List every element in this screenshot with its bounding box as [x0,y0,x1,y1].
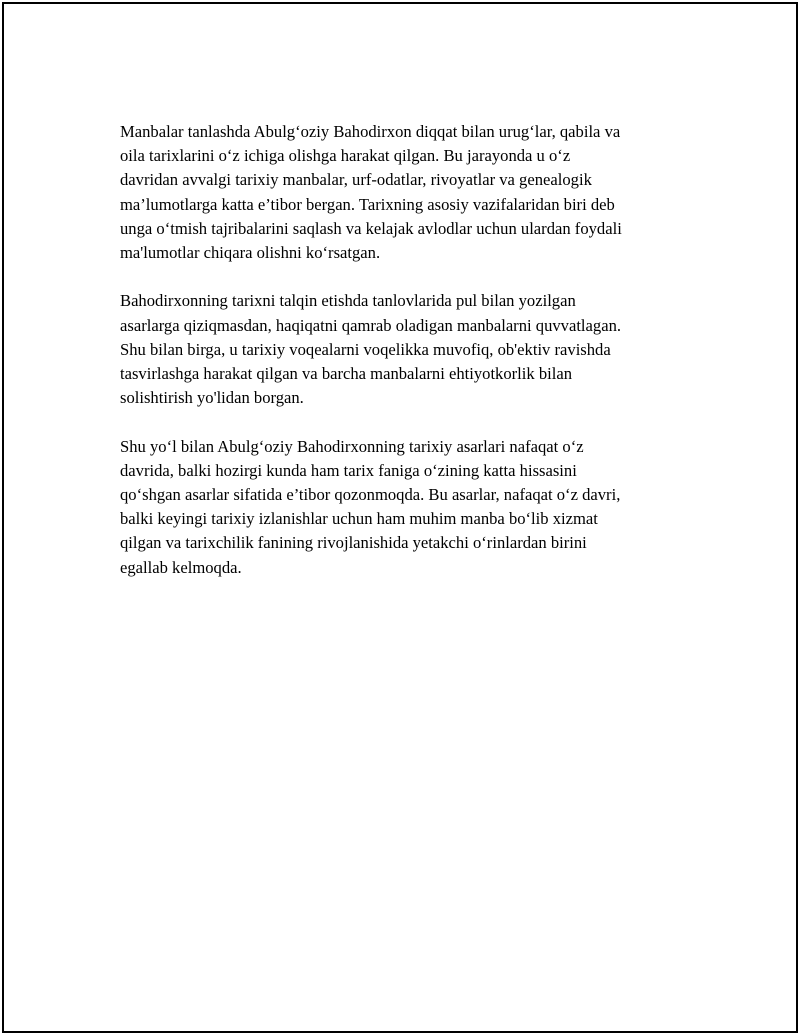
text-line: Bahodirxonning tarixni talqin etishda tanlovlarida pul bilan yozilgan [120,291,576,311]
text-line: ma'lumotlar chiqara olishni ko‘rsatgan. [120,243,381,263]
paragraph-2 [120,289,700,410]
text-line: ma’lumotlarga katta e’tibor bergan. Tarixning asosiy vazifalaridan biri deb [120,194,615,214]
text-line: asarlarga qiziqmasdan, haqiqatni qamrab oladigan manbalarni quvvatlagan. [120,315,622,335]
text-line: solishtirish yo'lidan borgan. [120,388,304,408]
text-line: Manbalar tanlashda Abulg‘oziy Bahodirxon diqqat bilan urug‘lar, qabila va [120,122,621,141]
document-body [120,120,700,604]
paragraph-1 [120,120,700,265]
text-line: oila tarixlarini o‘z ichiga olishga harakat qilgan. Bu jarayonda u o‘z [120,146,571,166]
text-line: unga o‘tmish tajribalarini saqlash va kelajak avlodlar uchun ulardan foydali [120,218,622,238]
page-frame [2,2,798,1033]
text-line: davridan avvalgi tarixiy manbalar, urf-odatlar, rivoyatlar va genealogik [120,170,592,190]
text-line: balki keyingi tarixiy izlanishlar uchun ham muhim manba bo‘lib xizmat [120,509,598,529]
text-line: qilgan va tarixchilik fanining rivojlanishida yetakchi o‘rinlardan birini [120,533,587,553]
paragraph-3 [120,435,700,580]
text-line: tasvirlashga harakat qilgan va barcha manbalarni ehtiyotkorlik bilan [120,364,573,384]
text-line: Shu yo‘l bilan Abulg‘oziy Bahodirxonning tarixiy asarlari nafaqat o‘z [120,436,584,456]
text-line: Shu bilan birga, u tarixiy voqealarni voqelikka muvofiq, ob'ektiv ravishda [120,339,611,359]
text-line: davrida, balki hozirgi kunda ham tarix faniga o‘zining katta hissasini [120,460,577,480]
text-line: egallab kelmoqda. [120,557,242,577]
text-line: qo‘shgan asarlar sifatida e’tibor qozonmoqda. Bu asarlar, nafaqat o‘z davri, [120,485,621,505]
